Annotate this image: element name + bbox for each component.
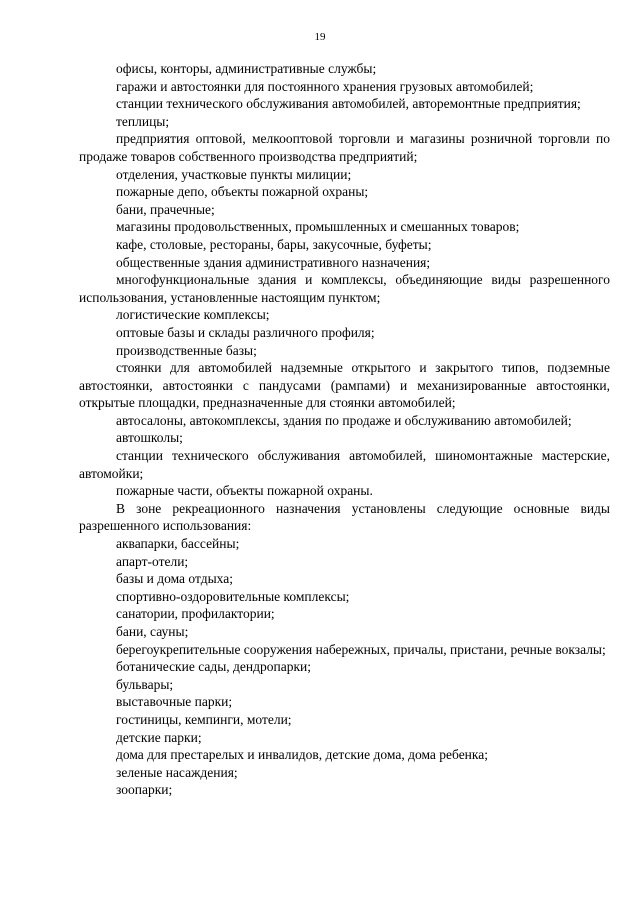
list-item: кафе, столовые, рестораны, бары, закусочные, буфеты; bbox=[116, 236, 432, 252]
list-item: стоянки для автомобилей надземные открытого и закрытого типов, подземные автостоянки, автостоянки с пандусами (рампами) и механизированные автостоянки, открытые площадки, предназначенные для стоянки автомобилей; bbox=[79, 360, 610, 411]
list-item: санатории, профилактории; bbox=[116, 606, 275, 622]
list-item: станции технического обслуживания автомобилей, шиномонтажные мастерские, автомойки; bbox=[79, 448, 610, 481]
list-item: оптовые базы и склады различного профиля; bbox=[116, 324, 375, 340]
list-item: автошколы; bbox=[116, 430, 183, 446]
list-item: общественные здания административного назначения; bbox=[116, 254, 431, 270]
list-item: теплицы; bbox=[116, 113, 170, 129]
page-number: 19 bbox=[314, 31, 326, 43]
list-item: ботанические сады, дендропарки; bbox=[116, 659, 311, 675]
list-item: производственные базы; bbox=[116, 342, 257, 358]
list-item: зеленые насаждения; bbox=[116, 764, 238, 780]
list-item: базы и дома отдыха; bbox=[116, 571, 233, 587]
list-item: выставочные парки; bbox=[116, 694, 233, 710]
section-intro-paragraph: В зоне рекреационного назначения установлены следующие основные виды разрешенного использования: bbox=[79, 500, 610, 534]
document-body bbox=[79, 60, 610, 799]
list-item: бульвары; bbox=[116, 676, 174, 692]
list-item: пожарные депо, объекты пожарной охраны; bbox=[116, 184, 369, 200]
list-item: гостиницы, кемпинги, мотели; bbox=[116, 711, 292, 727]
list-item: логистические комплексы; bbox=[116, 307, 270, 323]
list-item: апарт-отели; bbox=[116, 553, 189, 569]
list-item: автосалоны, автокомплексы, здания по продаже и обслуживанию автомобилей; bbox=[116, 412, 572, 428]
list-item: дома для престарелых и инвалидов, детские дома, дома ребенка; bbox=[116, 747, 489, 763]
list-item: зоопарки; bbox=[116, 782, 173, 798]
list-item: пожарные части, объекты пожарной охраны. bbox=[116, 483, 373, 499]
list-item: многофункциональные здания и комплексы, объединяющие виды разрешенного использования, установленные настоящим пунктом; bbox=[79, 272, 610, 305]
list-item: предприятия оптовой, мелкооптовой торговли и магазины розничной торговли по продаже товаров собственного производства предприятий; bbox=[79, 131, 610, 164]
list-item: берегоукрепительные сооружения набережных, причалы, пристани, речные вокзалы; bbox=[116, 641, 606, 657]
list-item: бани, сауны; bbox=[116, 624, 189, 639]
list-item: детские парки; bbox=[116, 729, 202, 745]
list-item: аквапарки, бассейны; bbox=[116, 536, 240, 552]
list-item: офисы, конторы, административные службы; bbox=[116, 61, 377, 76]
list-item: гаражи и автостоянки для постоянного хранения грузовых автомобилей; bbox=[116, 78, 534, 94]
list-item: отделения, участковые пункты милиции; bbox=[116, 166, 352, 182]
list-item: магазины продовольственных, промышленных и смешанных товаров; bbox=[116, 219, 520, 235]
list-item: бани, прачечные; bbox=[116, 201, 215, 217]
list-item: станции технического обслуживания автомобилей, авторемонтные предприятия; bbox=[116, 96, 581, 112]
list-item: спортивно-оздоровительные комплексы; bbox=[116, 588, 350, 604]
